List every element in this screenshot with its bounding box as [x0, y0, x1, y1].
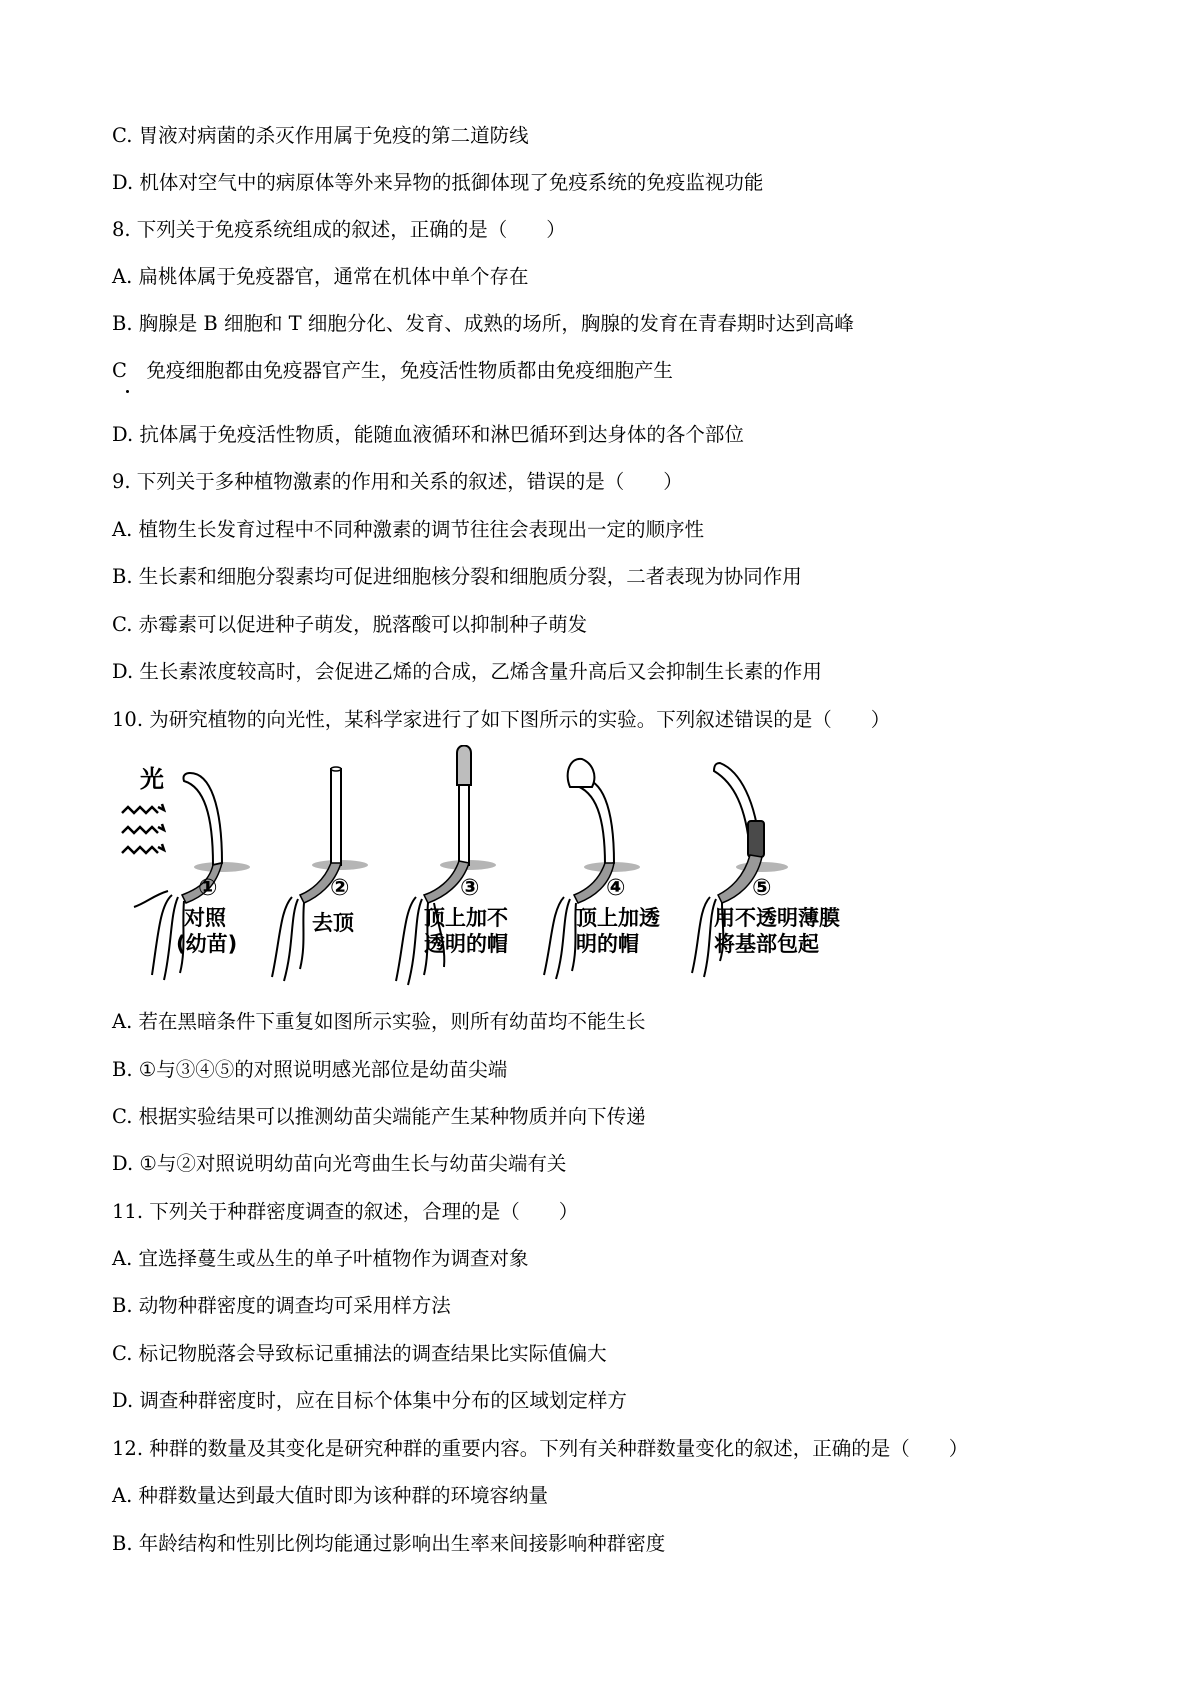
seedling-5-caption-line2: 将基部包起: [714, 932, 819, 956]
option-11b: B. 动物种群密度的调查均可采用样方法: [112, 1294, 451, 1317]
light-label: 光: [140, 765, 164, 793]
seedling-1-number: ①: [198, 875, 218, 901]
seedling-diagram: [112, 745, 1052, 995]
seedling-2-number: ②: [330, 875, 350, 901]
phototropism-figure: [112, 745, 1052, 995]
option-7c: C. 胃液对病菌的杀灭作用属于免疫的第二道防线: [112, 124, 529, 147]
option-11a: A. 宜选择蔓生或丛生的单子叶植物作为调查对象: [112, 1247, 529, 1270]
question-8: 8. 下列关于免疫系统组成的叙述，正确的是（ ）: [112, 218, 566, 241]
option-7d: D. 机体对空气中的病原体等外来异物的抵御体现了免疫系统的免疫监视功能: [112, 171, 764, 194]
option-8d: D. 抗体属于免疫活性物质，能随血液循环和淋巴循环到达身体的各个部位: [112, 423, 744, 446]
option-9a: A. 植物生长发育过程中不同种激素的调节往往会表现出一定的顺序性: [112, 518, 704, 541]
question-11: 11. 下列关于种群密度调查的叙述，合理的是（ ）: [112, 1200, 579, 1223]
seedling-5-number: ⑤: [752, 875, 772, 901]
option-10c: C. 根据实验结果可以推测幼苗尖端能产生某种物质并向下传递: [112, 1105, 646, 1128]
option-12b: B. 年龄结构和性别比例均能通过影响出生率来间接影响种群密度: [112, 1532, 666, 1555]
option-9d: D. 生长素浓度较高时，会促进乙烯的合成，乙烯含量升高后又会抑制生长素的作用: [112, 660, 822, 683]
seedling-3-number: ③: [460, 875, 480, 901]
option-11c: C. 标记物脱落会导致标记重捕法的调查结果比实际值偏大: [112, 1342, 607, 1365]
question-10: 10. 为研究植物的向光性，某科学家进行了如下图所示的实验。下列叙述错误的是（ ）: [112, 708, 891, 731]
seedling-3-caption-line2: 透明的帽: [424, 932, 508, 956]
option-9b: B. 生长素和细胞分裂素均可促进细胞核分裂和细胞质分裂，二者表现为协同作用: [112, 565, 802, 588]
seedling-4-caption-line2: 明的帽: [576, 932, 639, 956]
seedling-3-caption-line1: 顶上加不: [424, 906, 508, 930]
option-10d: D. ①与②对照说明幼苗向光弯曲生长与幼苗尖端有关: [112, 1152, 567, 1175]
question-12: 12. 种群的数量及其变化是研究种群的重要内容。下列有关种群数量变化的叙述，正确的是（ ）: [112, 1437, 969, 1460]
option-10a: A. 若在黑暗条件下重复如图所示实验，则所有幼苗均不能生长: [112, 1010, 646, 1033]
seedling-2-decapitated: [272, 767, 368, 981]
option-8a: A. 扁桃体属于免疫器官，通常在机体中单个存在: [112, 265, 529, 288]
option-9c: C. 赤霉素可以促进种子萌发，脱落酸可以抑制种子萌发: [112, 613, 588, 636]
seedling-5-caption-line1: 用不透明薄膜: [714, 906, 840, 930]
light-rays-icon: [122, 804, 164, 853]
seedling-4-number: ④: [606, 875, 626, 901]
option-12a: A. 种群数量达到最大值时即为该种群的环境容纳量: [112, 1484, 548, 1507]
option-10b: B. ①与③④⑤的对照说明感光部位是幼苗尖端: [112, 1058, 508, 1081]
seedling-2-caption-line1: 去顶: [312, 911, 354, 935]
question-9: 9. 下列关于多种植物激素的作用和关系的叙述，错误的是（ ）: [112, 470, 683, 493]
stray-dot: [126, 390, 129, 393]
seedling-1-caption-line2: (幼苗): [176, 932, 238, 956]
seedling-4-caption-line1: 顶上加透: [576, 906, 660, 930]
option-11d: D. 调查种群密度时，应在目标个体集中分布的区域划定样方: [112, 1389, 627, 1412]
option-8c: C 免疫细胞都由免疫器官产生，免疫活性物质都由免疫细胞产生: [112, 359, 673, 382]
option-8b: B. 胸腺是 B 细胞和 T 细胞分化、发育、成熟的场所，胸腺的发育在青春期时达到高峰: [112, 312, 854, 335]
seedling-1-caption-line1: 对照: [184, 906, 226, 930]
